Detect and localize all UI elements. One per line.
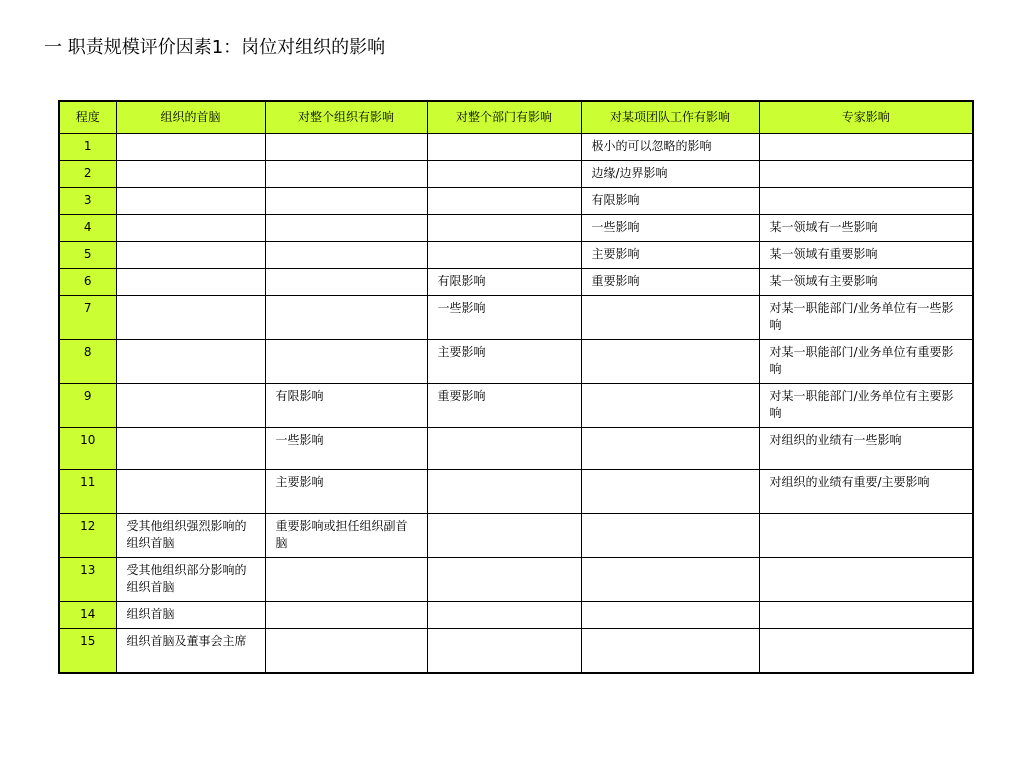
cell-whole-org — [265, 242, 427, 269]
header-org-head: 组织的首脑 — [116, 101, 265, 134]
level-cell: 3 — [59, 188, 116, 215]
cell-whole-dept — [427, 629, 581, 674]
table-row — [59, 558, 973, 602]
cell-team-work — [581, 629, 759, 674]
table-row — [59, 215, 973, 242]
table-row — [59, 242, 973, 269]
level-cell: 1 — [59, 134, 116, 161]
level-cell: 14 — [59, 602, 116, 629]
cell-whole-dept: 主要影响 — [427, 340, 581, 384]
cell-whole-dept — [427, 161, 581, 188]
cell-team-work: 主要影响 — [581, 242, 759, 269]
cell-whole-org: 主要影响 — [265, 470, 427, 514]
cell-org-head — [116, 384, 265, 428]
cell-org-head — [116, 269, 265, 296]
table-row — [59, 134, 973, 161]
cell-team-work: 边缘/边界影响 — [581, 161, 759, 188]
cell-whole-org — [265, 296, 427, 340]
level-cell: 4 — [59, 215, 116, 242]
cell-whole-org — [265, 188, 427, 215]
level-cell: 6 — [59, 269, 116, 296]
table-row — [59, 161, 973, 188]
cell-whole-org — [265, 161, 427, 188]
table-row — [59, 602, 973, 629]
cell-team-work — [581, 602, 759, 629]
level-cell: 9 — [59, 384, 116, 428]
table-row — [59, 514, 973, 558]
cell-expert — [759, 161, 973, 188]
cell-org-head — [116, 242, 265, 269]
cell-org-head — [116, 470, 265, 514]
cell-expert — [759, 602, 973, 629]
cell-team-work — [581, 558, 759, 602]
cell-whole-dept — [427, 470, 581, 514]
cell-expert: 对某一职能部门/业务单位有主要影响 — [759, 384, 973, 428]
cell-expert: 对某一职能部门/业务单位有重要影响 — [759, 340, 973, 384]
cell-org-head — [116, 296, 265, 340]
impact-evaluation-table — [58, 100, 974, 674]
level-cell: 7 — [59, 296, 116, 340]
cell-whole-org — [265, 269, 427, 296]
table-row — [59, 269, 973, 296]
level-cell: 8 — [59, 340, 116, 384]
table-row — [59, 384, 973, 428]
table-row — [59, 188, 973, 215]
cell-whole-org — [265, 558, 427, 602]
cell-whole-org: 一些影响 — [265, 428, 427, 470]
page-title: 一 职责规模评价因素1：岗位对组织的影响 — [44, 37, 386, 58]
cell-expert: 某一领域有主要影响 — [759, 269, 973, 296]
cell-expert — [759, 188, 973, 215]
cell-team-work: 重要影响 — [581, 269, 759, 296]
level-cell: 2 — [59, 161, 116, 188]
cell-org-head: 受其他组织强烈影响的组织首脑 — [116, 514, 265, 558]
cell-whole-dept — [427, 134, 581, 161]
cell-whole-org: 有限影响 — [265, 384, 427, 428]
header-expert: 专家影响 — [759, 101, 973, 134]
cell-whole-org — [265, 340, 427, 384]
cell-whole-org — [265, 602, 427, 629]
cell-org-head — [116, 215, 265, 242]
cell-expert: 对某一职能部门/业务单位有一些影响 — [759, 296, 973, 340]
table-header-row — [59, 101, 973, 134]
header-whole-dept: 对整个部门有影响 — [427, 101, 581, 134]
level-cell: 13 — [59, 558, 116, 602]
cell-org-head — [116, 161, 265, 188]
table-row — [59, 428, 973, 470]
cell-team-work — [581, 428, 759, 470]
cell-whole-dept — [427, 188, 581, 215]
cell-expert: 某一领域有重要影响 — [759, 242, 973, 269]
table-row — [59, 470, 973, 514]
cell-whole-dept — [427, 242, 581, 269]
cell-whole-org — [265, 629, 427, 674]
cell-team-work — [581, 470, 759, 514]
cell-whole-dept — [427, 215, 581, 242]
cell-expert — [759, 629, 973, 674]
cell-team-work: 有限影响 — [581, 188, 759, 215]
cell-org-head: 组织首脑及董事会主席 — [116, 629, 265, 674]
cell-expert — [759, 558, 973, 602]
cell-org-head — [116, 188, 265, 215]
cell-whole-dept — [427, 428, 581, 470]
cell-org-head — [116, 134, 265, 161]
level-cell: 12 — [59, 514, 116, 558]
cell-team-work: 一些影响 — [581, 215, 759, 242]
cell-team-work — [581, 296, 759, 340]
cell-expert — [759, 134, 973, 161]
cell-org-head — [116, 428, 265, 470]
cell-whole-org — [265, 215, 427, 242]
level-cell: 10 — [59, 428, 116, 470]
cell-org-head — [116, 340, 265, 384]
level-cell: 15 — [59, 629, 116, 674]
cell-whole-dept: 有限影响 — [427, 269, 581, 296]
cell-org-head: 组织首脑 — [116, 602, 265, 629]
cell-whole-dept: 一些影响 — [427, 296, 581, 340]
cell-whole-dept: 重要影响 — [427, 384, 581, 428]
cell-whole-dept — [427, 514, 581, 558]
cell-expert: 某一领域有一些影响 — [759, 215, 973, 242]
table-row — [59, 296, 973, 340]
table-body — [59, 134, 973, 674]
header-team-work: 对某项团队工作有影响 — [581, 101, 759, 134]
cell-expert — [759, 514, 973, 558]
table-row — [59, 340, 973, 384]
header-level: 程度 — [59, 101, 116, 134]
cell-team-work: 极小的可以忽略的影响 — [581, 134, 759, 161]
header-whole-org: 对整个组织有影响 — [265, 101, 427, 134]
cell-whole-org: 重要影响或担任组织副首脑 — [265, 514, 427, 558]
cell-expert: 对组织的业绩有一些影响 — [759, 428, 973, 470]
cell-expert: 对组织的业绩有重要/主要影响 — [759, 470, 973, 514]
table-row — [59, 629, 973, 674]
level-cell: 5 — [59, 242, 116, 269]
cell-whole-dept — [427, 558, 581, 602]
cell-whole-org — [265, 134, 427, 161]
level-cell: 11 — [59, 470, 116, 514]
cell-team-work — [581, 384, 759, 428]
cell-team-work — [581, 340, 759, 384]
cell-team-work — [581, 514, 759, 558]
cell-org-head: 受其他组织部分影响的组织首脑 — [116, 558, 265, 602]
cell-whole-dept — [427, 602, 581, 629]
evaluation-table-container — [58, 100, 972, 674]
